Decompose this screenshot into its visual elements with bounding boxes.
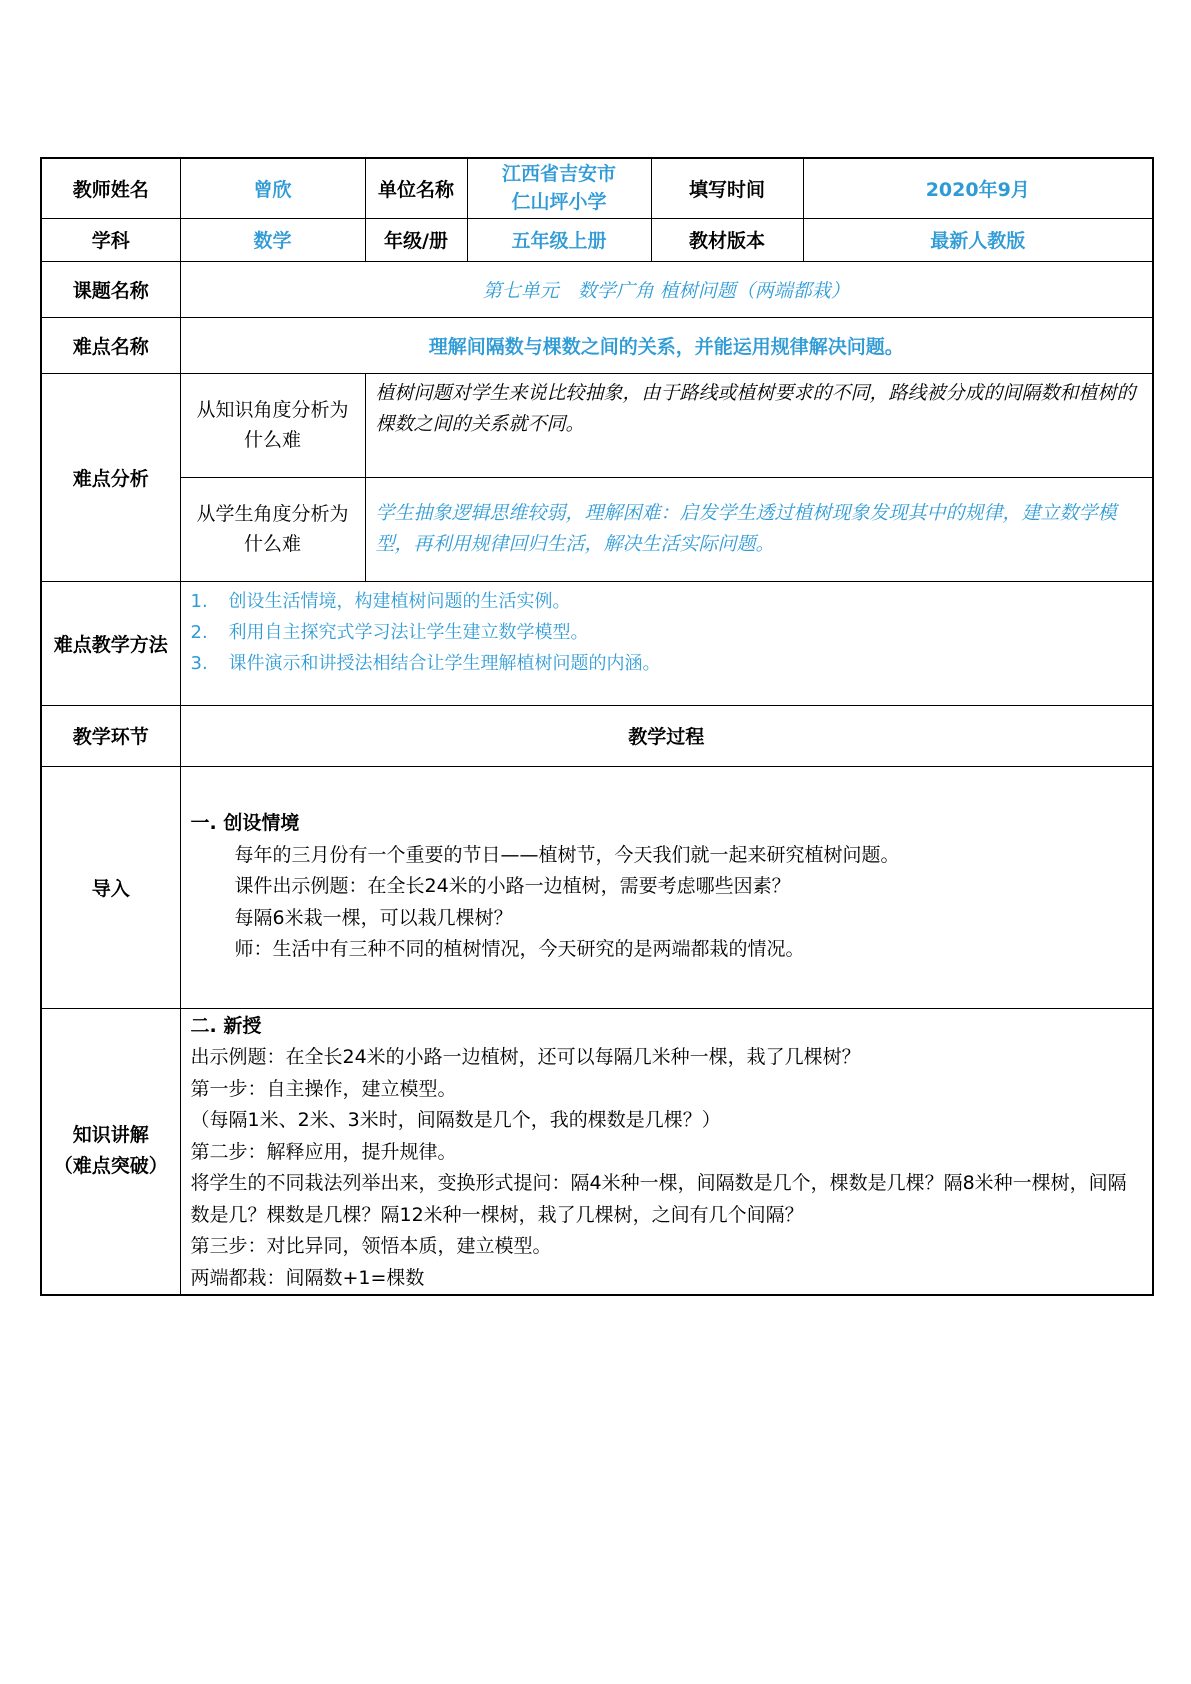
difficulty-value: 理解间隔数与棵数之间的关系，并能运用规律解决问题。 [180,317,1153,373]
intro-content [180,766,1153,1008]
topic-label: 课题名称 [41,261,180,317]
analysis-label: 难点分析 [41,373,180,581]
header-row-1 [41,158,1153,218]
knowledge-analysis-text: 植树问题对学生来说比较抽象，由于路线或植树要求的不同，路线被分成的间隔数和植树的棵数之间的关系就不同。 [365,373,1153,477]
teaching-heading: 二. 新授 [190,1014,262,1037]
grade-label: 年级/册 [365,218,467,261]
process-header-row [41,705,1153,766]
process-label: 教学过程 [180,705,1153,766]
student-angle-label-line1: 从学生角度分析为 [196,503,349,525]
knowledge-angle-label-line1: 从知识角度分析为 [196,399,349,421]
intro-label: 导入 [41,766,180,1008]
unit-value-line2: 仁山坪小学 [511,191,607,214]
edition-label: 教材版本 [651,218,803,261]
header-row-2 [41,218,1153,261]
unit-label: 单位名称 [365,158,467,218]
analysis-knowledge-row [41,373,1153,477]
analysis-student-row [41,477,1153,581]
topic-value: 第七单元 数学广角 植树问题（两端都栽） [180,261,1153,317]
teaching-line: （每隔1米、2米、3米时，间隔数是几个，我的棵数是几棵？） [190,1109,721,1131]
unit-value-line1: 江西省吉安市 [501,163,616,186]
methods-list [181,582,1153,679]
topic-row [41,261,1153,317]
teaching-content [180,1008,1153,1295]
teacher-label: 教师姓名 [41,158,180,218]
teaching-line: 第三步：对比异同，领悟本质，建立模型。 [190,1235,552,1257]
methods-row [41,581,1153,705]
intro-line: 课件出示例题：在全长24米的小路一边植树，需要考虑哪些因素？ [234,875,791,898]
intro-row [41,766,1153,1008]
intro-line: 师：生活中有三种不同的植树情况，今天研究的是两端都栽的情况。 [234,938,805,961]
teaching-row [41,1008,1153,1295]
edition-value: 最新人教版 [803,218,1153,261]
list-item: 1. 创设生活情境，构建植树问题的生活实例。 [190,590,571,612]
stage-label: 教学环节 [41,705,180,766]
date-label: 填写时间 [651,158,803,218]
intro-line: 每年的三月份有一个重要的节日——植树节，今天我们就一起来研究植树问题。 [234,843,900,866]
subject-label: 学科 [41,218,180,261]
teaching-label [41,1008,180,1295]
teacher-value: 曾欣 [180,158,365,218]
grade-value: 五年级上册 [467,218,651,261]
student-angle-label-line2: 什么难 [243,533,301,555]
teaching-line: 两端都栽：间隔数+1=棵数 [190,1266,425,1289]
student-angle-label [180,477,365,581]
teaching-label-line2: （难点突破） [53,1155,168,1178]
teaching-line: 第一步：自主操作，建立模型。 [190,1077,457,1100]
knowledge-angle-label [180,373,365,477]
difficulty-label: 难点名称 [41,317,180,373]
difficulty-row [41,317,1153,373]
intro-line: 每隔6米栽一棵，可以栽几棵树？ [234,906,513,929]
knowledge-angle-label-line2: 什么难 [243,429,301,451]
subject-value: 数学 [180,218,365,261]
student-analysis-text: 学生抽象逻辑思维较弱，理解困难：启发学生透过植树现象发现其中的规律，建立数学模型，再利用规律回归生活，解决生活实际问题。 [365,477,1153,581]
teaching-line: 第二步：解释应用，提升规律。 [190,1140,457,1163]
teaching-line: 将学生的不同栽法列举出来，变换形式提问：隔4米种一棵，间隔数是几个，棵数是几棵？隔8米种一棵树，间隔数是几？棵数是几棵？隔12米种一棵树，栽了几棵树，之间有几个间隔？ [190,1172,1127,1226]
intro-heading: 一. 创设情境 [190,812,300,835]
teaching-label-line1: 知识讲解 [72,1124,149,1147]
lesson-plan-table [40,157,1154,1296]
unit-value [467,158,651,218]
methods-cell [180,581,1153,705]
methods-label: 难点教学方法 [41,581,180,705]
date-value: 2020年9月 [803,158,1153,218]
list-item: 3. 课件演示和讲授法相结合让学生理解植树问题的内涵。 [190,652,661,674]
teaching-line: 出示例题：在全长24米的小路一边植树，还可以每隔几米种一棵，栽了几棵树？ [190,1046,861,1068]
list-item: 2. 利用自主探究式学习法让学生建立数学模型。 [190,621,589,643]
